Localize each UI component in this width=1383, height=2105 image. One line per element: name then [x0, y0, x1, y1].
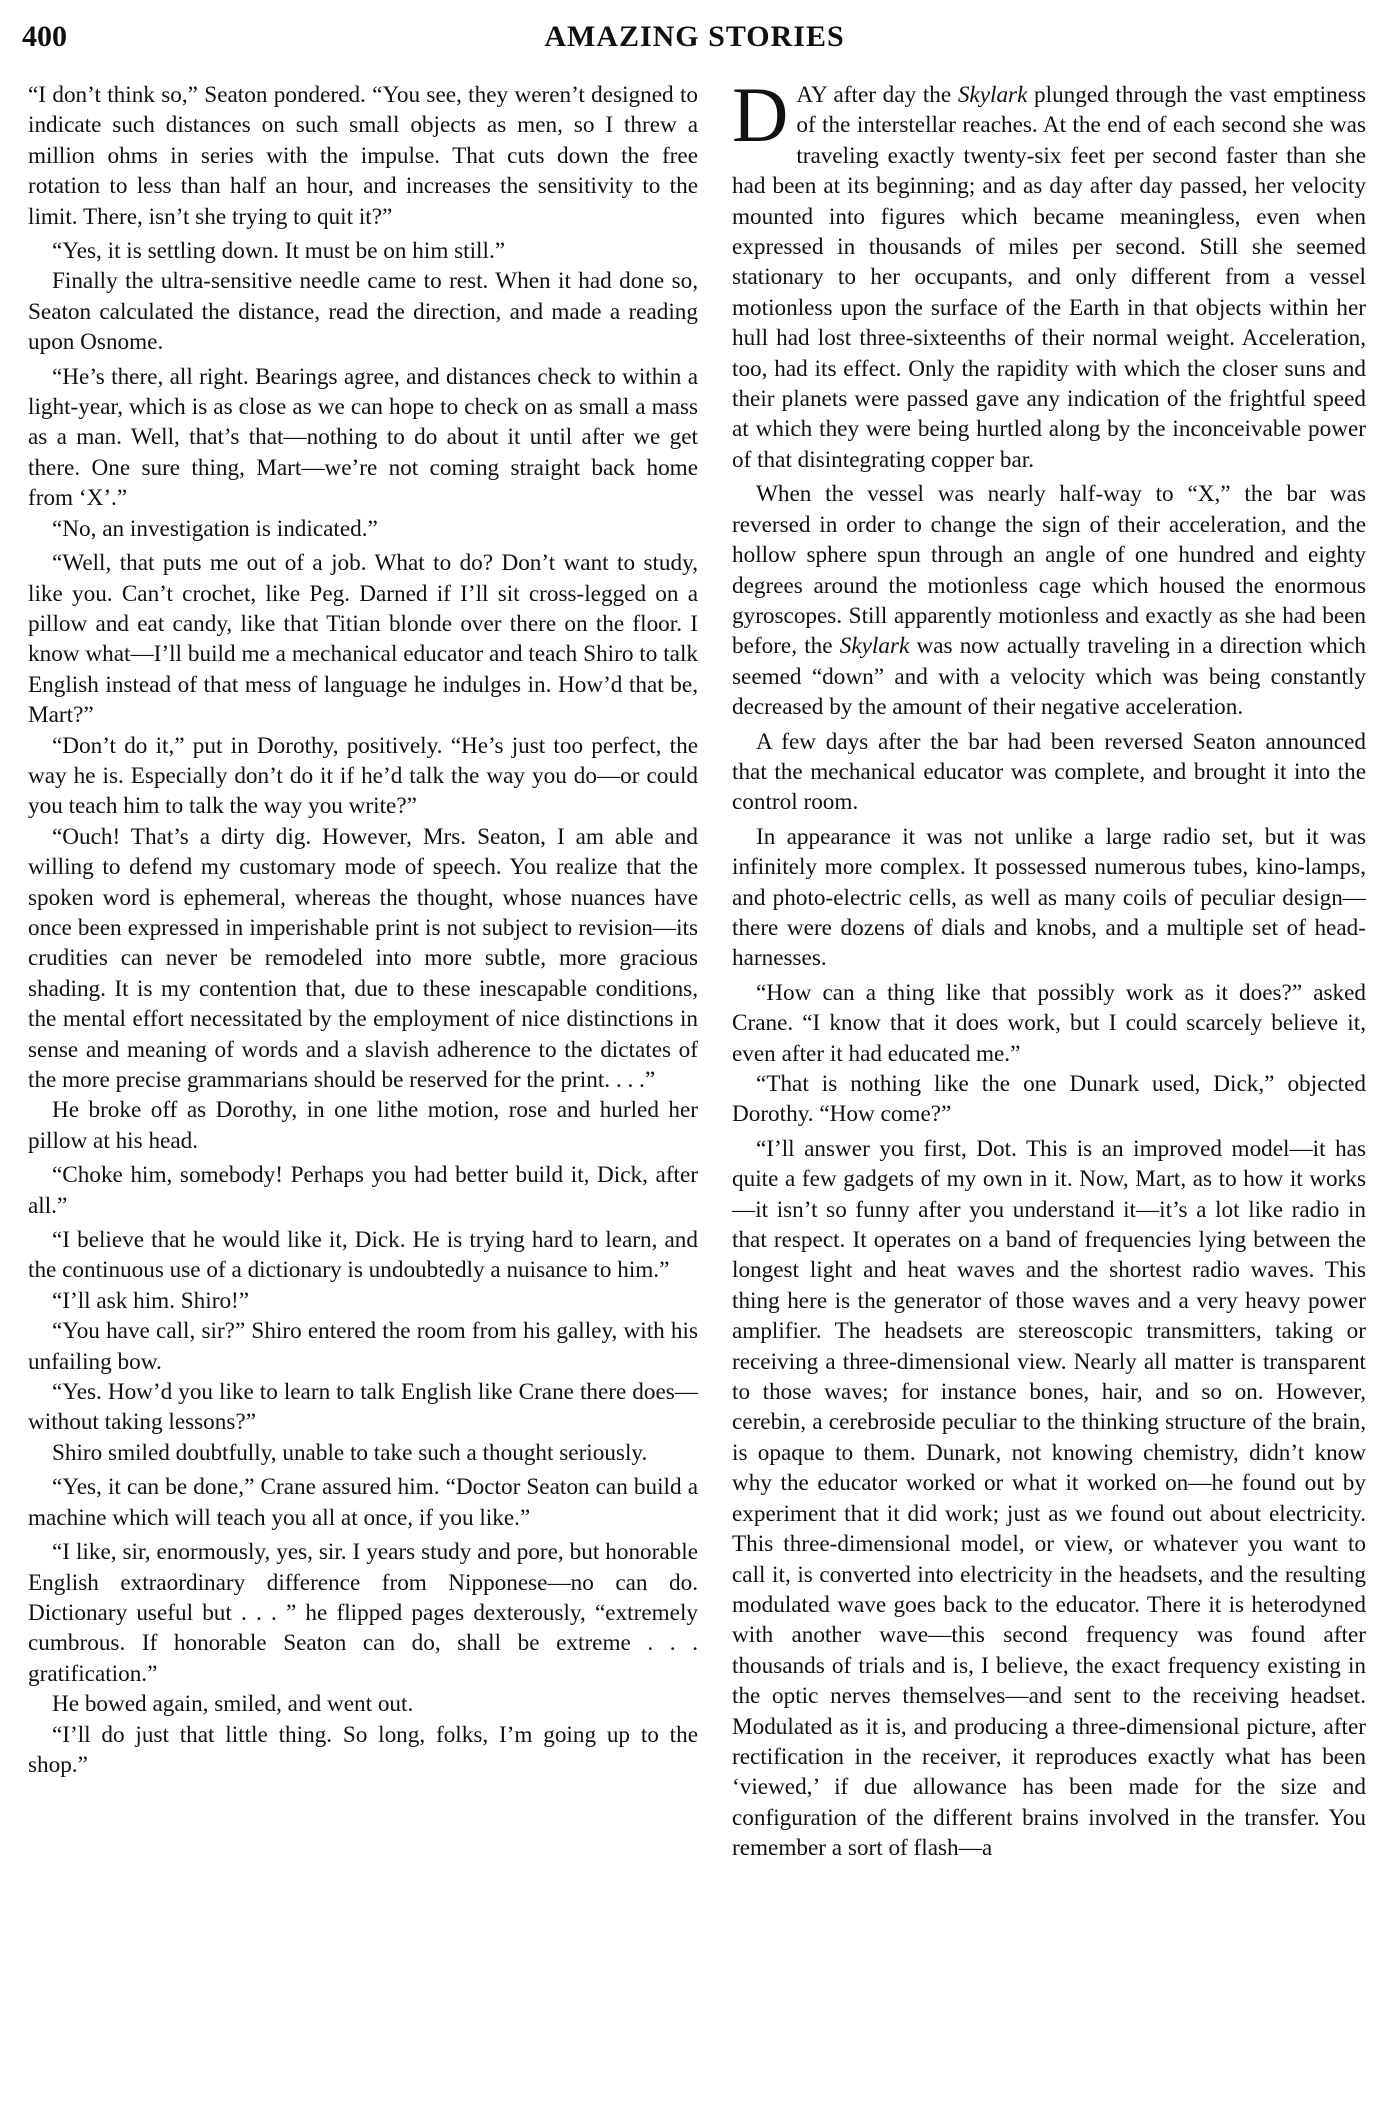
ship-name: Skylark	[839, 633, 910, 660]
paragraph: A few days after the bar had been reversed Seaton announced that the mechanical educator was complete, and brought it into the control room.	[732, 728, 1366, 816]
paragraph: “I’ll answer you first, Dot. This is an improved model—it has quite a few gadgets of my own in it. Now, Mart, as to how it works—it isn’t so funny after you understand it—it’s a lot like radio in that respect. It operates on a band of frequencies lying between the longest light and heat waves and the shortest radio waves. This thing here is the generator of those waves and a very heavy power amplifier. The headsets are stereoscopic transmitters, taking or receiving a three-dimensional view. Nearly all matter is transparent to those waves; for instance bones, hair, and so on. However, cerebin, a cerebroside peculiar to the thinking structure of the brain, is opaque to them. Dunark, not knowing chemistry, didn’t know why the educator worked or what it worked on—he found out by experiment that it did work; just as we found out about electricity. This three-dimensional model, or view, or whatever you want to call it, is converted into electricity in the headsets, and the resulting modulated wave goes back to the educator. There it is heterodyned with another wave—this second frequency was found after thousands of trials and is, I believe, the exact frequency existing in the optic nerves themselves—and sent to the receiving headset. Modulated as it is, and producing a three-dimensional picture, after rectification in the receiver, it reproduces exactly what has been ‘viewed,’ if due allowance has been made for the size and configuration of the different brains involved in the transfer. You remember a sort of flash—a	[732, 1135, 1366, 1862]
paragraph: He bowed again, smiled, and went out.	[52, 1691, 414, 1718]
paragraph: He broke off as Dorothy, in one lithe motion, rose and hurled her pillow at his head.	[28, 1097, 698, 1154]
right-column	[732, 71, 1366, 1868]
paragraph: When the vessel was nearly half-way to “X,” the bar was reversed in order to change the sign of their acceleration, and the hollow sphere spun through an angle of one hundred and eighty degrees around the motionless cage which housed the enormous gyroscopes. Still apparently motionless and exactly as she had been before, the Skylark was now actually traveling in a direction which seemed “down” and with a velocity which was being constantly decreased by the amount of their negative acceleration.	[732, 481, 1366, 721]
magazine-title: AMAZING STORIES	[544, 20, 845, 53]
left-column	[28, 80, 698, 1784]
paragraph: “I believe that he would like it, Dick. He is trying hard to learn, and the continuous use of a dictionary is undoubtedly a nuisance to him.”	[28, 1227, 698, 1284]
paragraph: “That is nothing like the one Dunark used, Dick,” objected Dorothy. “How come?”	[732, 1071, 1366, 1128]
paragraph: “No, an investigation is indicated.”	[52, 515, 378, 542]
paragraph: “You have call, sir?” Shiro entered the room from his galley, with his unfailing bow.	[28, 1318, 698, 1375]
paragraph: “He’s there, all right. Bearings agree, and distances check to within a light-year, which is as close as we can hope to check on as small a mass as a man. Well, that’s that—nothing to do about it until after we get there. One sure thing, Mart—we’re not coming straight back home from ‘X’.”	[28, 363, 698, 512]
paragraph: “How can a thing like that possibly work as it does?” asked Crane. “I know that it does work, but I could scarcely believe it, even after it had educated me.”	[732, 979, 1366, 1067]
ship-name: Skylark	[957, 82, 1028, 108]
paragraph: “I’ll ask him. Shiro!”	[52, 1287, 250, 1314]
paragraph: “Yes, it can be done,” Crane assured him. “Doctor Seaton can build a machine which will teach you all at once, if you like.”	[28, 1474, 698, 1531]
paragraph: Shiro smiled doubtfully, unable to take such a thought seriously.	[52, 1439, 648, 1466]
paragraph: “Well, that puts me out of a job. What to do? Don’t want to study, like you. Can’t crochet, like Peg. Darned if I’ll sit cross-legged on a pillow and eat candy, like that Titian blonde over there on the floor. I know what—I’ll build me a mechanical educator and teach Shiro to talk English instead of that mess of language he indulges in. How’d that be, Mart?”	[28, 550, 698, 729]
paragraph: “Ouch! That’s a dirty dig. However, Mrs. Seaton, I am able and willing to defend my customary mode of speech. You realize that the spoken word is ephemeral, whereas the thought, whose nuances have once been expressed in imperishable print is not subject to revision—its crudities can never be remodeled into more subtle, more gracious shading. It is my contention that, due to these inescapable conditions, the mental effort necessitated by the employment of nice distinctions in sense and meaning of words and a slavish adherence to the dictates of the more precise grammarians should be reserved for the print. . . .”	[28, 823, 698, 1093]
paragraph: “I like, sir, enormously, yes, sir. I years study and pore, but honorable English extraordinary difference from Nipponese—no can do. Dictionary useful but . . . ” he flipped pages dexterously, “extremely cumbrous. If honorable Seaton can do, shall be extreme . . . gratification.”	[28, 1539, 698, 1687]
paragraph: “I don’t think so,” Seaton pondered. “You see, they weren’t designed to indicate such distances on such small objects as men, so I threw a million ohms in series with the impulse. That cuts down the free rotation to less than half an hour, and increases the sensitivity to the limit. There, isn’t she trying to quit it?”	[28, 82, 698, 230]
drop-cap: D	[732, 71, 789, 158]
opening-paragraph: DAY after day the Skylark plunged through the vast emptiness of the interstellar reaches. At the end of each second she was traveling exactly twenty-six feet per second faster than she had been at its beginning; and as day after day passed, her velocity mounted into figures which became meaningless, even when expressed in thousands of miles per second. Still she seemed stationary to her occupants, and only different from a vessel motionless upon the surface of the Earth in that objects within her hull had lost three-sixteenths of their normal weight. Acceleration, too, had its effect. Only the rapidity with which the closer suns and their planets were passed gave any indication of the frightful speed at which they were being hurtled along by the inconceivable power of that disintegrating copper bar.	[732, 71, 1366, 473]
paragraph: “Yes. How’d you like to learn to talk English like Crane there does—without taking lessons?”	[28, 1379, 698, 1436]
paragraph: In appearance it was not unlike a large radio set, but it was infinitely more complex. It possessed numerous tubes, kino-lamps, and photo-electric cells, as well as many coils of peculiar design—there were dozens of dials and knobs, and a multiple set of head-harnesses.	[732, 823, 1366, 972]
paragraph: Finally the ultra-sensitive needle came to rest. When it had done so, Seaton calculated the distance, read the direction, and made a reading upon Osnome.	[28, 268, 698, 356]
running-header	[22, 14, 1367, 60]
paragraph: “Choke him, somebody! Perhaps you had better build it, Dick, after all.”	[28, 1162, 698, 1219]
paragraph: “Don’t do it,” put in Dorothy, positively. “He’s just too perfect, the way he is. Especially don’t do it if he’d talk the way you do—or could you teach him to talk the way you write?”	[28, 732, 698, 820]
page-number: 400	[22, 20, 67, 53]
paragraph: “I’ll do just that little thing. So long, folks, I’m going up to the shop.”	[28, 1721, 698, 1778]
paragraph: “Yes, it is settling down. It must be on him still.”	[52, 238, 506, 265]
